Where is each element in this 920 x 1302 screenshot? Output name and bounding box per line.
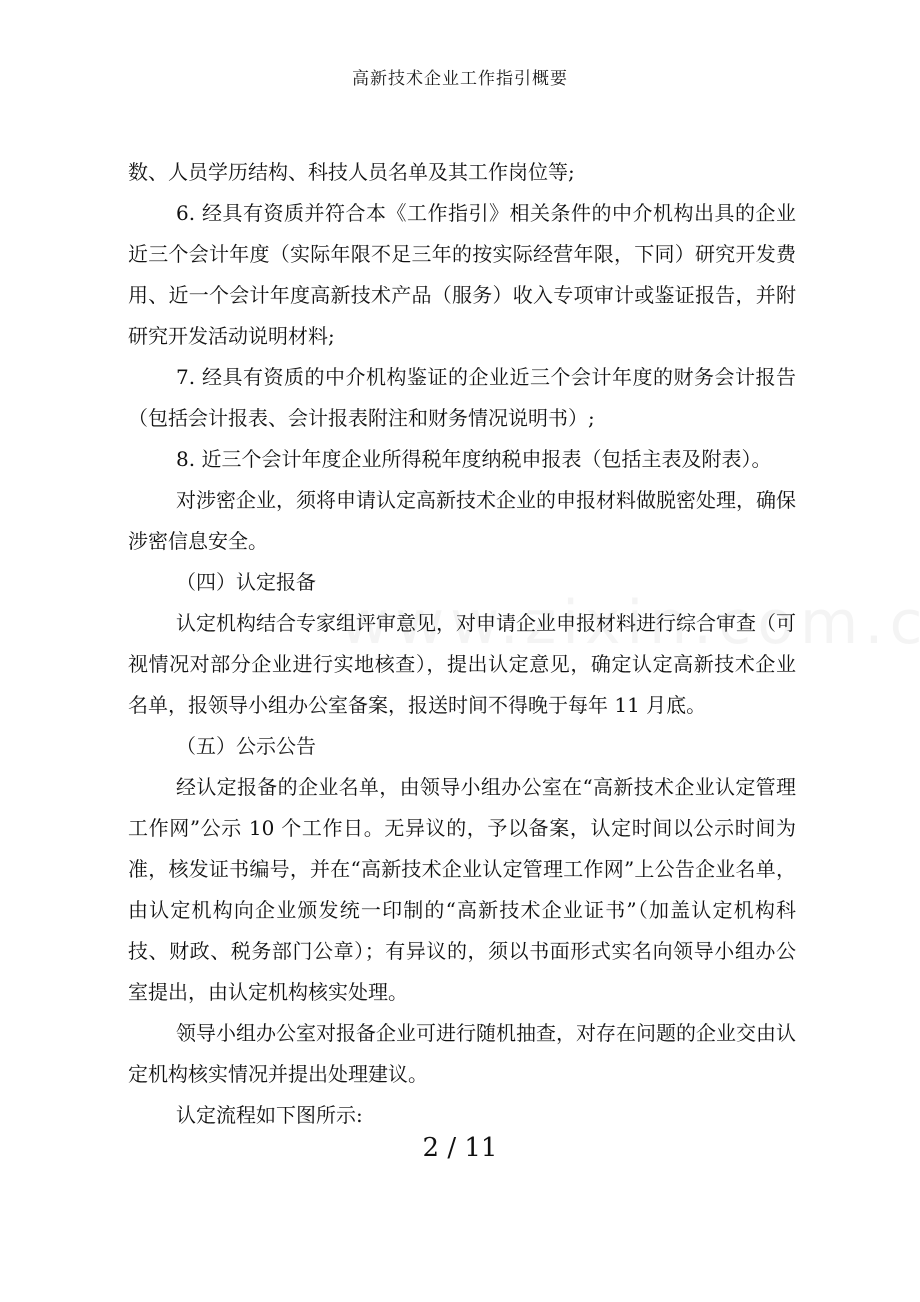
page-number: 2 / 11 [422,1133,498,1163]
page-header: 高新技术企业工作指引概要 [352,69,568,89]
paragraph-item-7: 7. 经具有资质的中介机构鉴证的企业近三个会计年度的财务会计报告（包括会计报表、会计报表附注和财务情况说明书）; [128,365,796,430]
paragraph-confidential: 对涉密企业，须将申请认定高新技术企业的申报材料做脱密处理，确保涉密信息安全。 [128,488,796,553]
paragraph-section-5-inspection: 领导小组办公室对报备企业可进行随机抽查，对存在问题的企业交由认定机构核实情况并提出处理建议。 [128,1021,796,1086]
paragraph-item-8: 8. 近三个会计年度企业所得税年度纳税申报表（包括主表及附表）。 [176,447,772,471]
paragraph-section-5-flow: 认定流程如下图所示: [176,1103,363,1127]
paragraph-continuation: 数、人员学历结构、科技人员名单及其工作岗位等; [128,160,575,184]
document-body [128,152,796,1136]
section-heading-5: （五）公示公告 [176,734,316,758]
paragraph-item-6: 6. 经具有资质并符合本《工作指引》相关条件的中介机构出具的企业近三个会计年度（实际年限不足三年的按实际经营年限，下同）研究开发费用、近一个会计年度高新技术产品（服务）收入专项审计或鉴证报告，并附研究开发活动说明材料; [128,201,796,348]
paragraph-section-5-publicity: 经认定报备的企业名单，由领导小组办公室在“高新技术企业认定管理工作网”公示 10 个工作日。无异议的，予以备案，认定时间以公示时间为准，核发证书编号，并在“高新技术企业认定管理工作网”上公告企业名单，由认定机构向企业颁发统一印制的“高新技术企业证书”（加盖认定机构科技、财政、税务部门公章）；有异议的，须以书面形式实名向领导小组办公室提出，由认定机构核实处理。 [128,775,796,1004]
section-heading-4: （四）认定报备 [176,570,316,594]
paragraph-section-4: 认定机构结合专家组评审意见，对申请企业申报材料进行综合审查（可视情况对部分企业进行实地核查），提出认定意见，确定认定高新技术企业名单，报领导小组办公室备案，报送时间不得晚于每年 11 月底。 [128,611,796,717]
